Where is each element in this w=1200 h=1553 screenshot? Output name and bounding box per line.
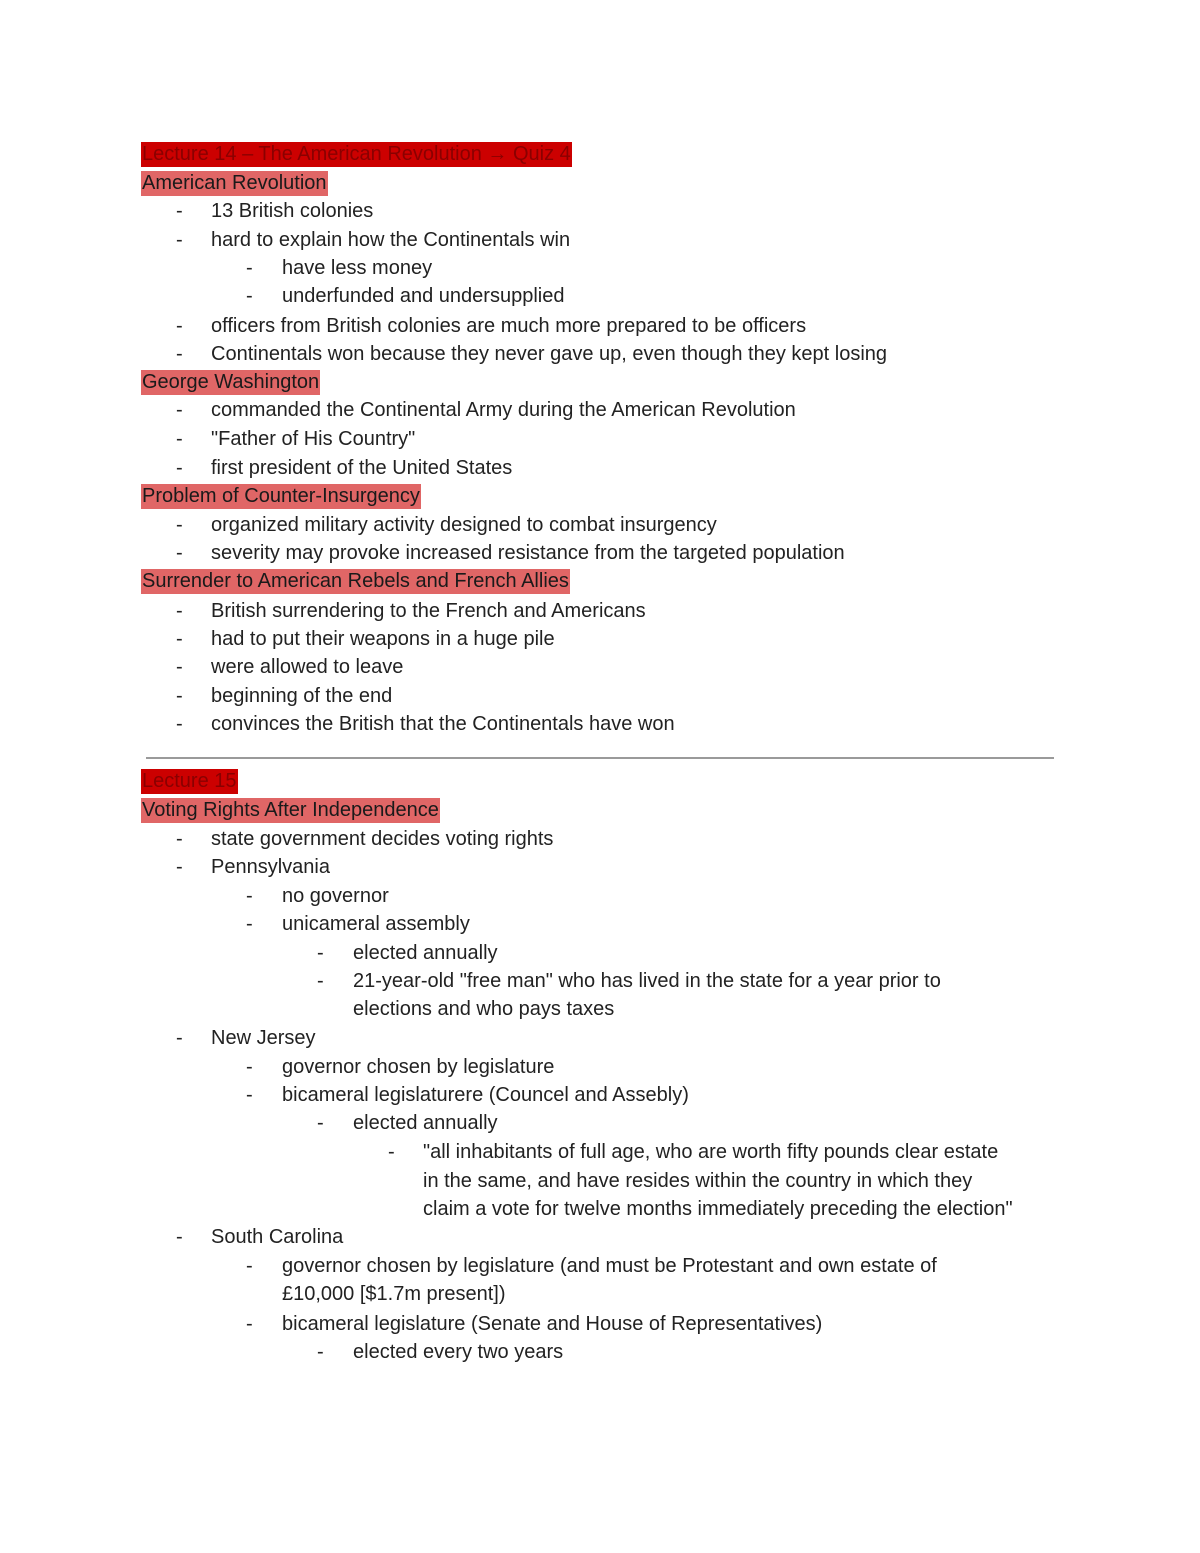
list-item-text: elections and who pays taxes: [353, 998, 615, 1020]
bullet-dash: -: [246, 1056, 253, 1078]
bullet-dash: -: [176, 428, 183, 450]
lecture-14-title: [141, 140, 572, 168]
bullet-dash: -: [246, 913, 253, 935]
list-item-text: no governor: [282, 885, 389, 907]
bullet-dash: -: [176, 200, 183, 222]
bullet-dash: -: [246, 1084, 253, 1106]
list-item-text: Continentals won because they never gave up, even though they kept losing: [211, 343, 888, 365]
list-item-text: "Father of His Country": [211, 428, 416, 450]
list-item-text: bicameral legislature (Senate and House of Representatives): [282, 1313, 823, 1335]
surrender-heading: [141, 567, 570, 595]
bullet-dash: -: [176, 399, 183, 421]
bullet-dash: -: [388, 1141, 395, 1163]
list-item-text: 21-year-old "free man" who has lived in the state for a year prior to: [353, 970, 941, 992]
lecture-15-title: [141, 767, 238, 795]
bullet-dash: -: [176, 656, 183, 678]
list-item-text: bicameral legislaturere (Councel and Assebly): [282, 1084, 689, 1106]
bullet-dash: -: [176, 856, 183, 878]
bullet-dash: -: [176, 229, 183, 251]
list-item-text: 13 British colonies: [211, 200, 374, 222]
george-washington-heading: [141, 368, 320, 396]
list-item-text: Pennsylvania: [211, 856, 330, 878]
bullet-dash: -: [246, 257, 253, 279]
bullet-dash: -: [176, 457, 183, 479]
list-item-text: severity may provoke increased resistance from the targeted population: [211, 542, 845, 564]
list-item-text: £10,000 [$1.7m present]): [282, 1283, 506, 1305]
bullet-dash: -: [246, 885, 253, 907]
bullet-dash: -: [317, 942, 324, 964]
list-item-text: elected every two years: [353, 1341, 564, 1363]
bullet-dash: -: [176, 542, 183, 564]
list-item-text: first president of the United States: [211, 457, 513, 479]
list-item-text: beginning of the end: [211, 685, 393, 707]
list-item-text: convinces the British that the Continentals have won: [211, 713, 675, 735]
bullet-dash: -: [176, 1027, 183, 1049]
list-item-text: in the same, and have resides within the country in which they: [423, 1170, 973, 1192]
bullet-dash: -: [246, 1313, 253, 1335]
bullet-dash: -: [317, 1341, 324, 1363]
voting-rights-heading-text: Voting Rights After Independence: [142, 799, 439, 821]
list-item-text: New Jersey: [211, 1027, 316, 1049]
bullet-dash: -: [176, 514, 183, 536]
bullet-dash: -: [317, 970, 324, 992]
bullet-dash: -: [246, 285, 253, 307]
list-item-text: "all inhabitants of full age, who are worth fifty pounds clear estate: [423, 1141, 999, 1163]
voting-rights-heading: [141, 796, 440, 824]
counter-insurgency-heading-text: Problem of Counter-Insurgency: [142, 485, 420, 507]
list-item-text: elected annually: [353, 942, 498, 964]
list-item-text: governor chosen by legislature (and must be Protestant and own estate of: [282, 1255, 937, 1277]
list-item-text: organized military activity designed to combat insurgency: [211, 514, 717, 536]
list-item-text: South Carolina: [211, 1226, 344, 1248]
bullet-dash: -: [176, 628, 183, 650]
list-item-text: unicameral assembly: [282, 913, 470, 935]
horizontal-divider: [146, 757, 1054, 759]
bullet-dash: -: [176, 828, 183, 850]
list-item-text: British surrendering to the French and Americans: [211, 600, 646, 622]
bullet-dash: -: [176, 1226, 183, 1248]
bullet-dash: -: [176, 343, 183, 365]
list-item-text: were allowed to leave: [211, 656, 404, 678]
lecture-15-title-text: Lecture 15: [142, 770, 237, 792]
bullet-dash: -: [246, 1255, 253, 1277]
bullet-dash: -: [176, 685, 183, 707]
list-item-text: officers from British colonies are much more prepared to be officers: [211, 315, 807, 337]
list-item-text: have less money: [282, 257, 433, 279]
american-revolution-heading-text: American Revolution: [142, 172, 327, 194]
list-item-text: hard to explain how the Continentals win: [211, 229, 571, 251]
george-washington-heading-text: George Washington: [142, 371, 320, 393]
lecture-14-title-text: Lecture 14 – The American Revolution → Quiz 4: [142, 143, 571, 165]
bullet-dash: -: [176, 600, 183, 622]
list-item-text: state government decides voting rights: [211, 828, 554, 850]
list-item-text: governor chosen by legislature: [282, 1056, 555, 1078]
american-revolution-heading: [141, 169, 328, 197]
bullet-dash: -: [176, 713, 183, 735]
list-item-text: had to put their weapons in a huge pile: [211, 628, 555, 650]
list-item-text: elected annually: [353, 1112, 498, 1134]
list-item-text: claim a vote for twelve months immediately preceding the election": [423, 1198, 1013, 1220]
bullet-dash: -: [176, 315, 183, 337]
bullet-dash: -: [317, 1112, 324, 1134]
surrender-heading-text: Surrender to American Rebels and French Allies: [142, 570, 569, 592]
counter-insurgency-heading: [141, 482, 421, 510]
list-item-text: underfunded and undersupplied: [282, 285, 565, 307]
list-item-text: commanded the Continental Army during the American Revolution: [211, 399, 796, 421]
